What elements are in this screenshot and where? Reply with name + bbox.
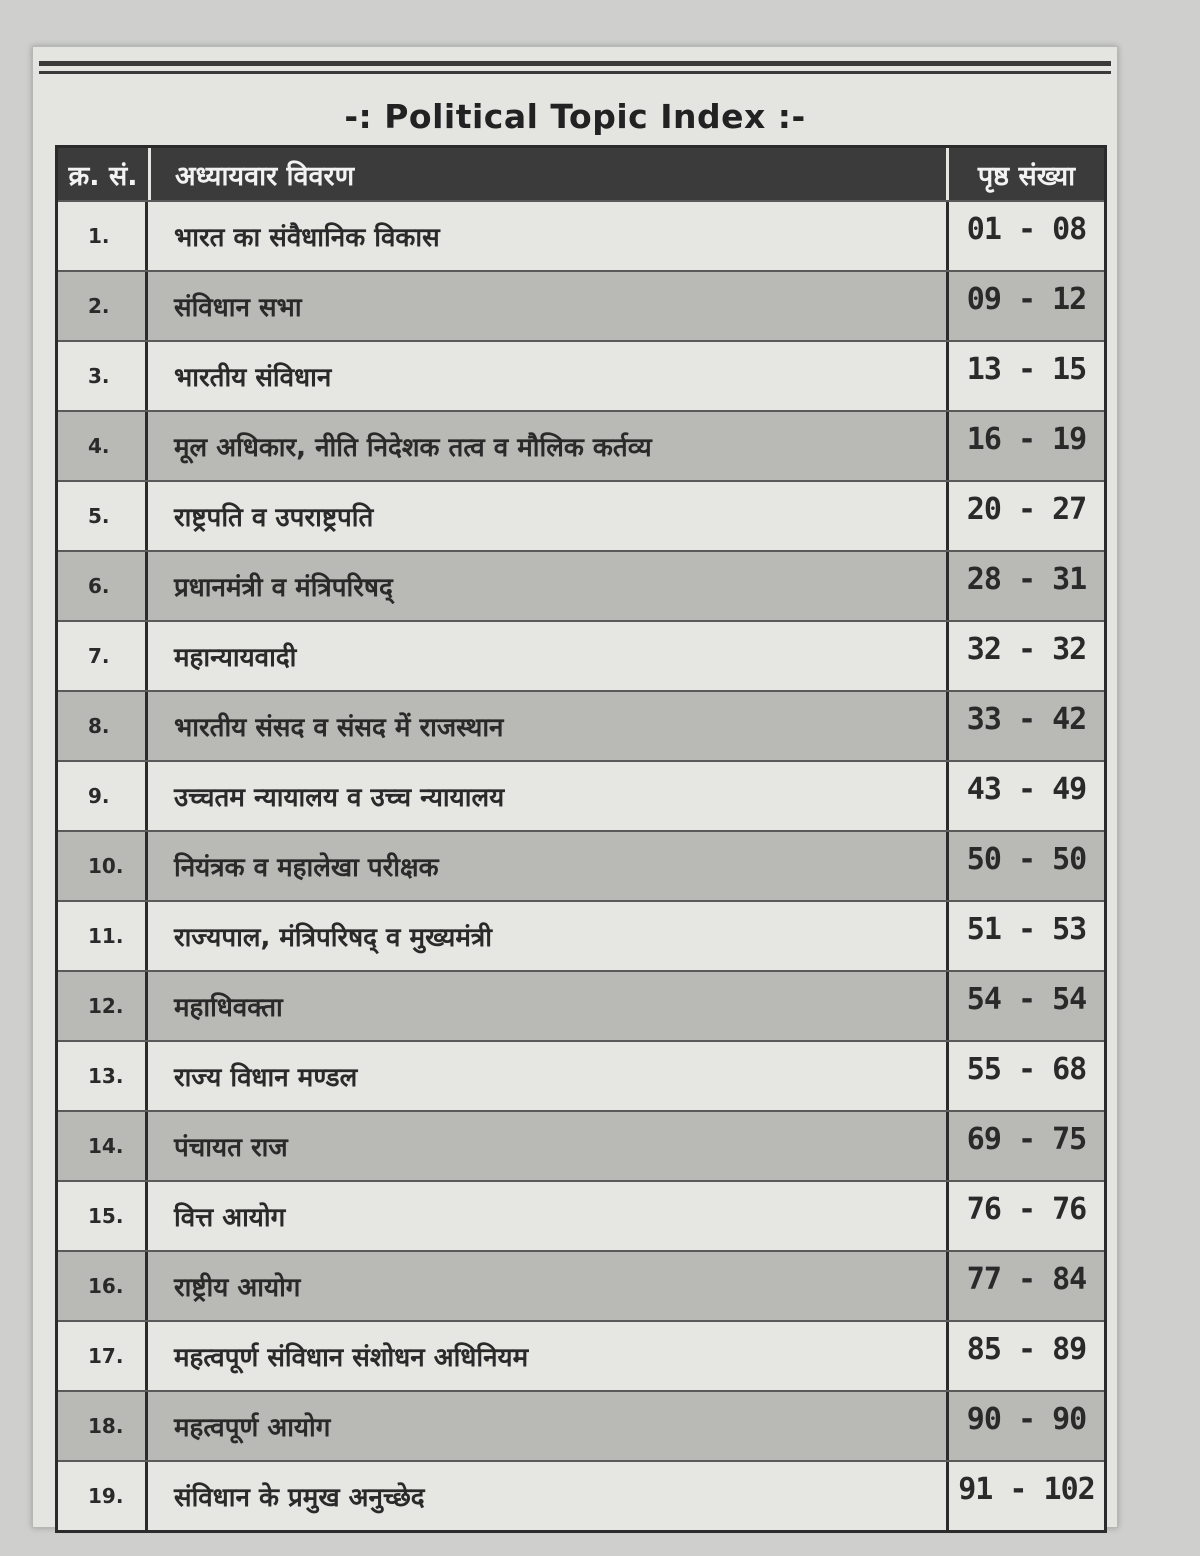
row-topic: मूल अधिकार, नीति निदेशक तत्व व मौलिक कर्तव्य	[148, 412, 949, 480]
table-row	[58, 270, 1104, 340]
row-serial: 3.	[58, 342, 148, 410]
index-page	[32, 46, 1118, 1528]
row-serial: 1.	[58, 202, 148, 270]
row-serial: 11.	[58, 902, 148, 970]
table-row	[58, 970, 1104, 1040]
top-rule-thin	[39, 71, 1111, 74]
row-pages: 55 - 68	[966, 1052, 1087, 1087]
row-serial: 16.	[58, 1252, 148, 1320]
table-row	[58, 1320, 1104, 1390]
row-pages: 33 - 42	[966, 702, 1087, 737]
row-topic: राष्ट्रीय आयोग	[148, 1252, 949, 1320]
row-pages: 50 - 50	[966, 842, 1087, 877]
row-topic: संविधान सभा	[148, 272, 949, 340]
table-row	[58, 200, 1104, 270]
table-row	[58, 760, 1104, 830]
row-pages: 13 - 15	[966, 352, 1087, 387]
row-pages: 28 - 31	[966, 562, 1087, 597]
table-row	[58, 480, 1104, 550]
table-row	[58, 900, 1104, 970]
row-pages: 01 - 08	[966, 212, 1087, 247]
row-pages: 43 - 49	[966, 772, 1087, 807]
table-row	[58, 410, 1104, 480]
row-pages: 91 - 102	[958, 1472, 1095, 1507]
top-rule	[39, 61, 1111, 66]
row-pages: 69 - 75	[966, 1122, 1087, 1157]
row-topic: महाधिवक्ता	[148, 972, 949, 1040]
row-topic: राष्ट्रपति व उपराष्ट्रपति	[148, 482, 949, 550]
table-row	[58, 1250, 1104, 1320]
row-topic: संविधान के प्रमुख अनुच्छेद	[148, 1462, 949, 1530]
row-pages: 20 - 27	[966, 492, 1087, 527]
row-serial: 8.	[58, 692, 148, 760]
table-row	[58, 1390, 1104, 1460]
table-row	[58, 1040, 1104, 1110]
row-pages: 76 - 76	[966, 1192, 1087, 1227]
row-topic: प्रधानमंत्री व मंत्रिपरिषद्	[148, 552, 949, 620]
row-serial: 6.	[58, 552, 148, 620]
table-header	[58, 148, 1104, 200]
row-serial: 19.	[58, 1462, 148, 1530]
row-serial: 13.	[58, 1042, 148, 1110]
row-pages: 77 - 84	[966, 1262, 1087, 1297]
table-row	[58, 620, 1104, 690]
page-title: -: Political Topic Index :-	[344, 97, 806, 136]
table-row	[58, 1110, 1104, 1180]
row-pages: 09 - 12	[966, 282, 1087, 317]
row-pages: 32 - 32	[966, 632, 1087, 667]
row-serial: 9.	[58, 762, 148, 830]
row-topic: वित्त आयोग	[148, 1182, 949, 1250]
row-pages: 16 - 19	[966, 422, 1087, 457]
row-serial: 10.	[58, 832, 148, 900]
row-serial: 2.	[58, 272, 148, 340]
row-topic: महान्यायवादी	[148, 622, 949, 690]
row-serial: 7.	[58, 622, 148, 690]
table-row	[58, 550, 1104, 620]
header-chapter: अध्यायवार विवरण	[151, 148, 949, 200]
table-row	[58, 340, 1104, 410]
row-serial: 18.	[58, 1392, 148, 1460]
header-serial: क्र. सं.	[58, 148, 151, 200]
table-row	[58, 830, 1104, 900]
table-row	[58, 690, 1104, 760]
row-topic: राज्यपाल, मंत्रिपरिषद् व मुख्यमंत्री	[148, 902, 949, 970]
row-pages: 85 - 89	[966, 1332, 1087, 1367]
row-topic: राज्य विधान मण्डल	[148, 1042, 949, 1110]
row-serial: 17.	[58, 1322, 148, 1390]
row-serial: 14.	[58, 1112, 148, 1180]
table-row	[58, 1460, 1104, 1530]
row-topic: पंचायत राज	[148, 1112, 949, 1180]
table-body	[58, 200, 1104, 1530]
row-topic: महत्वपूर्ण संविधान संशोधन अधिनियम	[148, 1322, 949, 1390]
row-serial: 15.	[58, 1182, 148, 1250]
row-topic: भारतीय संविधान	[148, 342, 949, 410]
index-table	[55, 145, 1107, 1533]
row-pages: 54 - 54	[966, 982, 1087, 1017]
row-topic: उच्चतम न्यायालय व उच्च न्यायालय	[148, 762, 949, 830]
row-serial: 4.	[58, 412, 148, 480]
row-serial: 5.	[58, 482, 148, 550]
row-serial: 12.	[58, 972, 148, 1040]
row-topic: भारतीय संसद व संसद में राजस्थान	[148, 692, 949, 760]
row-pages: 51 - 53	[966, 912, 1087, 947]
row-topic: महत्वपूर्ण आयोग	[148, 1392, 949, 1460]
header-pages: पृष्ठ संख्या	[977, 160, 1076, 192]
row-pages: 90 - 90	[966, 1402, 1087, 1437]
row-topic: भारत का संवैधानिक विकास	[148, 202, 949, 270]
table-row	[58, 1180, 1104, 1250]
row-topic: नियंत्रक व महालेखा परीक्षक	[148, 832, 949, 900]
